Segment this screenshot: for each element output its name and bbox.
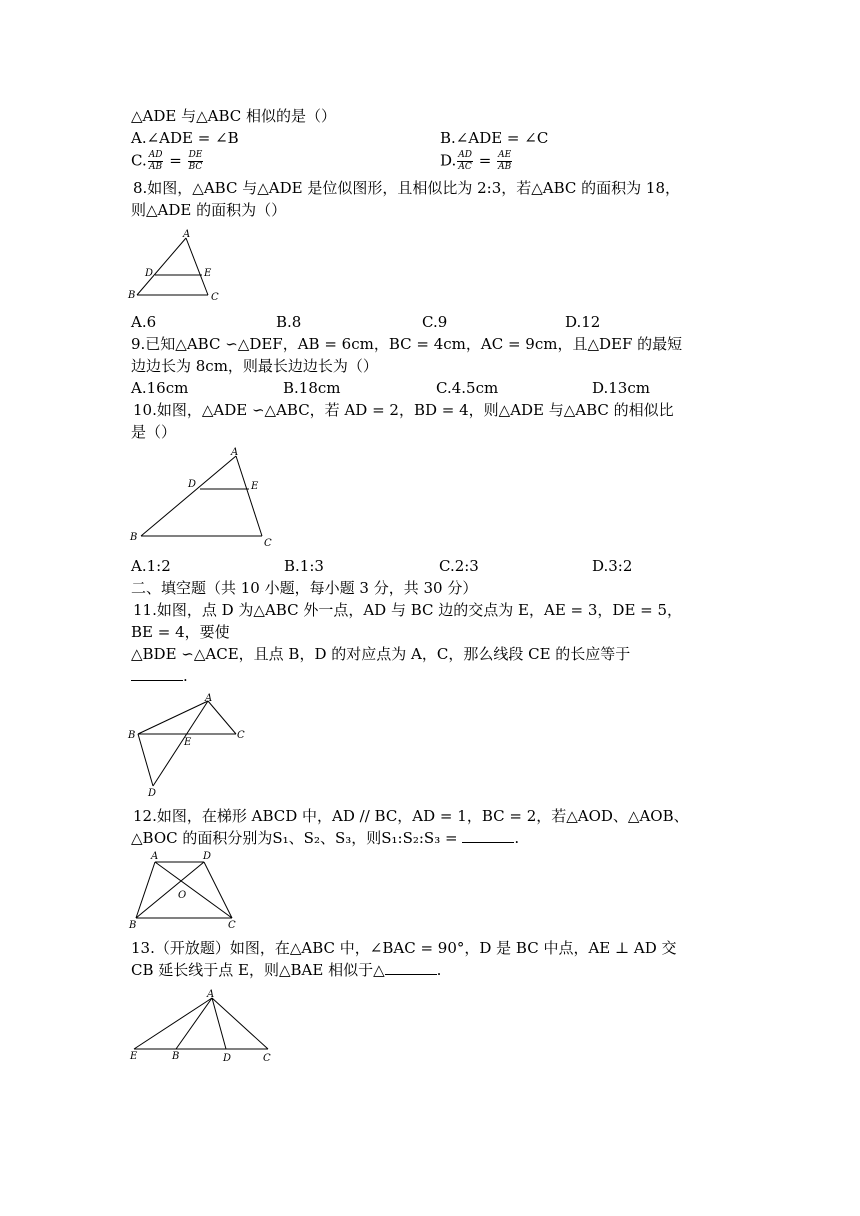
q12-answer-blank[interactable] (462, 828, 514, 843)
q10-figure (128, 444, 278, 550)
q8-line2: 则△ADE 的面积为（） (131, 201, 287, 219)
q10-option-a: A.1:2 (131, 557, 171, 575)
q9-option-a: A.16cm (131, 379, 189, 397)
q7-option-d-prefix: D. (440, 151, 457, 170)
q9-line1: 9.已知△ABC ∽△DEF，AB = 6cm，BC = 4cm，AC = 9cm，且△DEF 的最短 (131, 335, 683, 353)
q11-label-d: D (148, 788, 157, 799)
q9-line2: 边边长为 8cm，则最长边边长为（） (131, 357, 378, 375)
q11-line2: BE = 4，要使 (131, 623, 230, 641)
q8-label-e: E (204, 268, 212, 279)
q10-option-b: B.1:3 (284, 557, 324, 575)
q7-option-d-frac2: $\frac{AE}{AB}$ (498, 150, 512, 172)
q7-option-d-eq: = (478, 151, 492, 170)
q10-label-a: A (231, 447, 239, 458)
q13-line2-end: . (436, 961, 442, 979)
q10-line2: 是（） (131, 423, 177, 441)
q8-option-d: D.12 (565, 313, 601, 331)
q8-label-d: D (145, 268, 154, 279)
q9-option-c: C.4.5cm (436, 379, 499, 397)
q9-option-b: B.18cm (283, 379, 341, 397)
q12-label-a: A (151, 851, 159, 862)
q13-figure (128, 986, 278, 1066)
q11-answer-blank[interactable] (131, 666, 183, 681)
q8-label-c: C (211, 292, 219, 303)
q10-label-c: C (264, 538, 272, 549)
q7-option-c-frac2: $\frac{DE}{BC}$ (188, 150, 203, 172)
q7-option-c-prefix: C. (131, 151, 147, 170)
q11-line3: △BDE ∽△ACE，且点 B，D 的对应点为 A，C，那么线段 CE 的长应等于 (131, 645, 631, 663)
q10-option-d: D.3:2 (592, 557, 633, 575)
q12-figure (128, 848, 248, 938)
q12-label-c: C (228, 920, 236, 931)
q9-option-d: D.13cm (592, 379, 650, 397)
q13-line2 (131, 960, 441, 980)
q13-label-b: B (172, 1051, 180, 1062)
section-heading: 二、填空题（共 10 小题，每小题 3 分，共 30 分） (131, 579, 478, 597)
q7-option-c-frac1: $\frac{AD}{AB}$ (148, 150, 163, 172)
q12-line2 (131, 828, 519, 848)
q8-line1: 8.如图，△ABC 与△ADE 是位似图形，且相似比为 2:3，若△ABC 的面积为 18， (133, 179, 681, 197)
q11-figure (128, 690, 258, 800)
q12-line2-text: △BOC 的面积分别为S₁、S₂、S₃，则S₁:S₂:S₃ = (131, 829, 458, 847)
q13-label-e: E (130, 1051, 138, 1062)
q13-label-c: C (263, 1053, 271, 1064)
q11-label-c: C (237, 730, 245, 741)
q13-label-d: D (223, 1053, 232, 1064)
q10-option-c: C.2:3 (439, 557, 479, 575)
q12-line1: 12.如图，在梯形 ABCD 中，AD // BC，AD = 1，BC = 2，若△AOD、△AOB、 (133, 807, 689, 825)
q10-line1: 10.如图，△ADE ∽△ABC，若 AD = 2，BD = 4，则△ADE 与△ABC 的相似比 (133, 401, 674, 419)
q11-line4 (131, 666, 188, 686)
q11-line1: 11.如图，点 D 为△ABC 外一点，AD 与 BC 边的交点为 E，AE = 3，DE = 5， (133, 601, 683, 619)
q8-label-b: B (128, 290, 136, 301)
q10-label-d: D (188, 479, 197, 490)
q7-stem: △ADE 与△ABC 相似的是（） (131, 107, 337, 125)
q8-option-c: C.9 (422, 313, 448, 331)
q7-option-c-eq: = (169, 151, 182, 170)
q10-label-b: B (130, 532, 138, 543)
q12-label-d: D (203, 851, 212, 862)
q8-option-b: B.8 (276, 313, 302, 331)
q8-label-a: A (183, 229, 191, 240)
q11-label-b: B (128, 730, 136, 741)
q12-label-b: B (129, 920, 137, 931)
q11-label-a: A (205, 693, 213, 704)
q13-line1: 13.（开放题）如图，在△ABC 中，∠BAC = 90°，D 是 BC 中点，AE ⊥ AD 交 (131, 939, 677, 957)
q7-option-c (131, 150, 204, 173)
q7-option-a: A.∠ADE = ∠B (131, 129, 239, 147)
q7-option-d (440, 150, 513, 173)
q12-label-o: O (178, 890, 187, 901)
q7-option-d-frac1: $\frac{AD}{AC}$ (458, 150, 472, 172)
q8-option-a: A.6 (131, 313, 157, 331)
q10-label-e: E (251, 481, 259, 492)
q13-label-a: A (207, 989, 215, 1000)
q8-figure (128, 228, 228, 308)
q13-answer-blank[interactable] (385, 960, 437, 975)
q11-line4-end: . (183, 667, 188, 685)
q7-option-b: B.∠ADE = ∠C (440, 129, 549, 147)
q11-label-e: E (184, 737, 192, 748)
q13-line2-text: CB 延长线于点 E，则△BAE 相似于△ (131, 961, 385, 979)
q12-line2-end: . (514, 829, 520, 847)
